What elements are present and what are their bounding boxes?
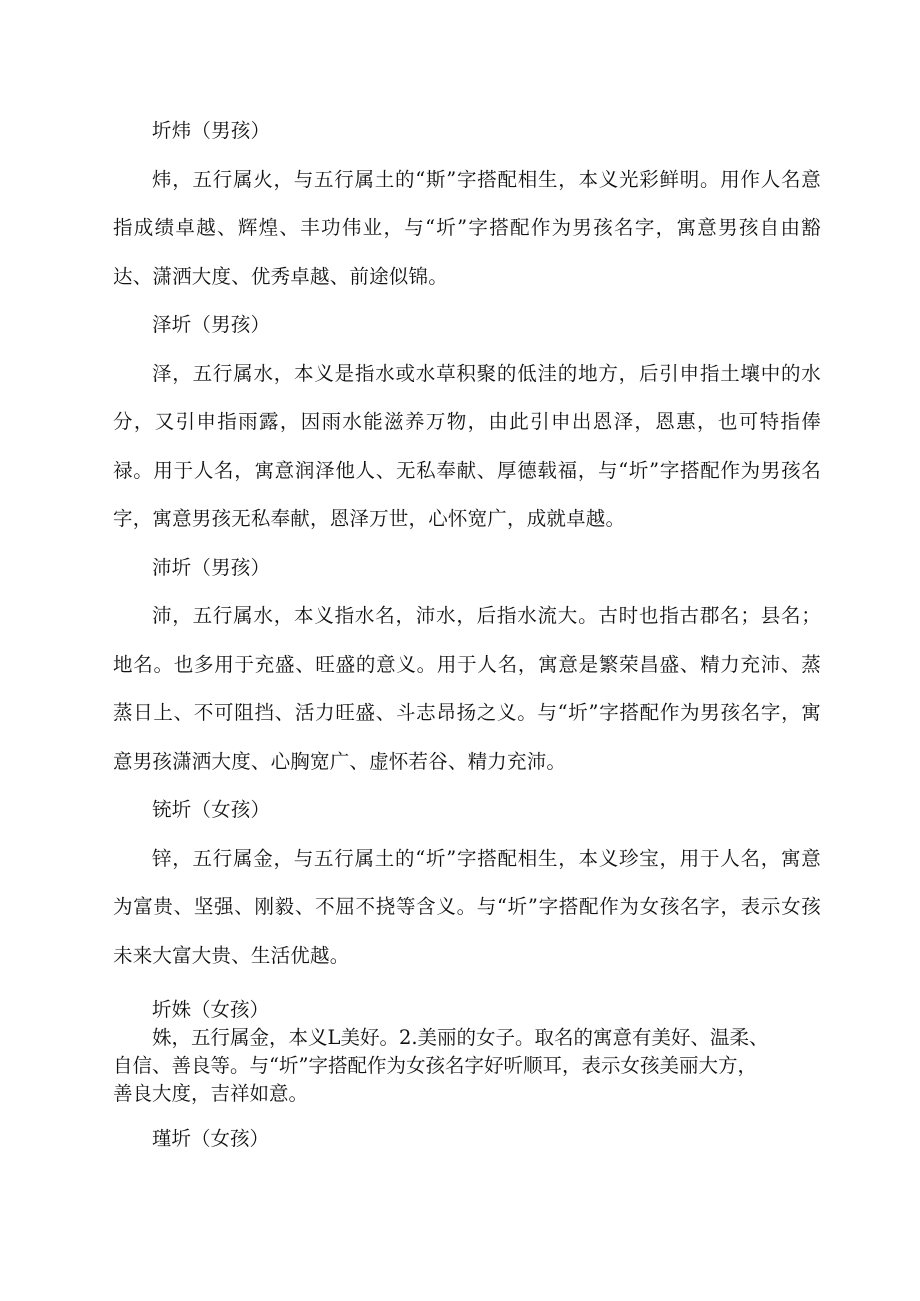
section-heading: 圻炜（男孩） bbox=[152, 119, 271, 142]
section-heading: 铳圻（女孩） bbox=[152, 798, 271, 821]
compact-text-block bbox=[113, 996, 803, 1108]
section-heading: 泽圻（男孩） bbox=[152, 313, 271, 336]
section-heading: 沛圻（男孩） bbox=[152, 555, 271, 579]
main-text-block bbox=[113, 107, 821, 980]
section-body: 泽，五行属水，本义是指水或水草积聚的低洼的地方，后引申指土壤中的水分，又引申指雨露，因雨水能滋养万物，由此引申出恩泽，恩惠，也可特指俸禄。用于人名，寓意润泽他人、无私奉献、厚德载福，与“圻”字搭配作为男孩名字，寓意男孩无私奉献，恩泽万世，心怀宽广，成就卓越。 bbox=[113, 361, 821, 530]
section-body: 锌，五行属金，与五行属土的“圻”字搭配相生，本义珍宝，用于人名，寓意为富贵、坚强、刚毅、不屈不挠等含义。与“圻”字搭配作为女孩名字，表示女孩未来大富大贵、生活优越。 bbox=[113, 846, 821, 967]
section-body: 沛，五行属水，本义指水名，沛水，后指水流大。古时也指古郡名；县名；地名。也多用于充盛、旺盛的意义。用于人名，寓意是繁荣昌盛、精力充沛、蒸蒸日上、不可阻挡、活力旺盛、斗志昂扬之义。与“圻”字搭配作为男孩名字，寓意男孩潇洒大度、心胸宽广、虚怀若谷、精力充沛。 bbox=[113, 604, 821, 773]
section-body: 炜，五行属火，与五行属土的“斯”字搭配相生，本义光彩鲜明。用作人名意指成绩卓越、辉煌、丰功伟业，与“圻”字搭配作为男孩名字，寓意男孩自由豁达、潇洒大度、优秀卓越、前途似锦。 bbox=[113, 167, 821, 288]
section-heading: 瑾圻（女孩） bbox=[152, 1127, 270, 1150]
section-body-line: 姝，五行属金，本义L美好。2.美丽的女子。取名的寓意有美好、温柔、 bbox=[152, 1026, 769, 1049]
section-body-line: 善良大度，吉祥如意。 bbox=[113, 1082, 309, 1105]
section-body-line: 自信、善良等。与“圻”字搭配作为女孩名字好听顺耳，表示女孩美丽大方， bbox=[113, 1054, 757, 1077]
section-heading: 圻姝（女孩） bbox=[152, 998, 270, 1021]
final-text-block bbox=[113, 1125, 803, 1153]
